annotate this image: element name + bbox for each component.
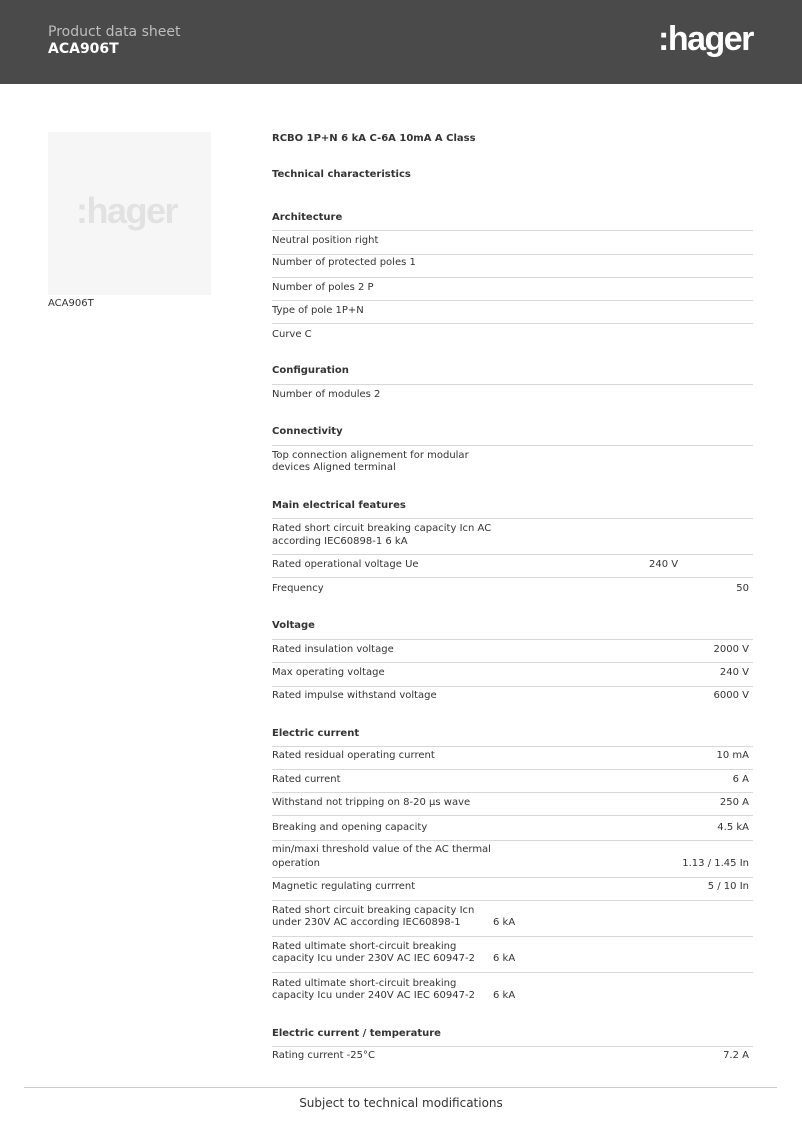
row-label: Rated ultimate short-circuit breaking [272,978,457,989]
image-caption: ACA906T [48,298,94,309]
row-type-of-pole: Type of pole 1P+N [272,305,364,316]
row-value: 4.5 kA [717,822,749,833]
product-image-placeholder [48,132,211,295]
row-label: Rated current [272,774,341,785]
row-value: 6000 V [713,690,749,701]
row-value: 5 / 10 In [707,881,749,892]
row-number-of-poles: Number of poles 2 P [272,282,374,293]
divider [272,792,753,793]
divider [272,639,753,640]
divider [272,972,753,973]
row-label: Rated residual operating current [272,750,435,761]
divider [272,445,753,446]
footer-divider [24,1087,777,1088]
row-protected-poles: Number of protected poles 1 [272,257,416,268]
heading-connectivity: Connectivity [272,426,343,437]
row-value: 6 A [732,774,749,785]
divider [272,230,753,231]
row-ue-label: Rated operational voltage Ue [272,559,419,570]
row-label: min/maxi threshold value of the AC thermal [272,844,491,855]
heading-voltage: Voltage [272,620,315,631]
hager-logo: :hager [658,20,753,58]
row-label-2: under 230V AC according IEC60898-1 [272,917,461,928]
row-label: Breaking and opening capacity [272,822,428,833]
row-icn: Rated short circuit breaking capacity Icn AC [272,523,492,534]
row-label: Rated insulation voltage [272,644,394,655]
row-top-connection: Top connection alignement for modular [272,450,469,461]
header-product-code: ACA906T [48,41,119,57]
row-ue-value: 240 V [649,559,679,570]
row-frequency-value: 50 [736,583,749,594]
divider [272,1046,753,1047]
row-label: Magnetic regulating currrent [272,881,416,892]
row-label-2: capacity Icu under 240V AC IEC 60947-2 [272,990,475,1001]
header-bar [0,0,802,84]
divider [272,300,753,301]
row-value: 2000 V [713,644,749,655]
divider [272,936,753,937]
row-neutral-position: Neutral position right [272,235,379,246]
row-label-2: operation [272,858,321,869]
row-label: Max operating voltage [272,667,385,678]
row-value: 10 mA [716,750,749,761]
divider [272,384,753,385]
heading-current-temperature: Electric current / temperature [272,1028,441,1039]
row-value: 7.2 A [723,1050,749,1061]
row-label: Rating current -25°C [272,1050,375,1061]
divider [272,900,753,901]
section-title: Technical characteristics [272,169,411,180]
divider [272,577,753,578]
row-value: 250 A [719,797,749,808]
divider [272,254,753,255]
divider [272,746,753,747]
divider [272,815,753,816]
divider [272,877,753,878]
row-label: Withstand not tripping on 8-20 µs wave [272,797,471,808]
row-label: Rated short circuit breaking capacity Icn [272,905,475,916]
divider [272,769,753,770]
row-value: 6 kA [493,990,516,1001]
row-curve: Curve C [272,329,312,340]
divider [272,662,753,663]
row-frequency-label: Frequency [272,583,324,594]
row-top-connection-2: devices Aligned terminal [272,462,396,473]
row-icn-2: according IEC60898-1 6 kA [272,536,408,547]
heading-electric-current: Electric current [272,728,360,739]
row-value: 6 kA [493,953,516,964]
heading-architecture: Architecture [272,212,343,223]
row-label: Rated ultimate short-circuit breaking [272,941,457,952]
header-subtitle: Product data sheet [48,24,181,40]
footer-note: Subject to technical modifications [299,1096,503,1110]
heading-main-electrical: Main electrical features [272,500,406,511]
row-label: Rated impulse withstand voltage [272,690,437,701]
divider [272,323,753,324]
row-modules: Number of modules 2 [272,389,381,400]
row-value: 1.13 / 1.45 In [682,858,749,869]
divider [272,686,753,687]
placeholder-logo: :hager [76,190,178,231]
divider [272,277,753,278]
product-title: RCBO 1P+N 6 kA C-6A 10mA A Class [272,133,476,144]
divider [272,554,753,555]
divider [272,518,753,519]
divider [272,840,753,841]
heading-configuration: Configuration [272,365,349,376]
row-value: 240 V [719,667,749,678]
row-value: 6 kA [493,917,516,928]
row-label-2: capacity Icu under 230V AC IEC 60947-2 [272,953,475,964]
